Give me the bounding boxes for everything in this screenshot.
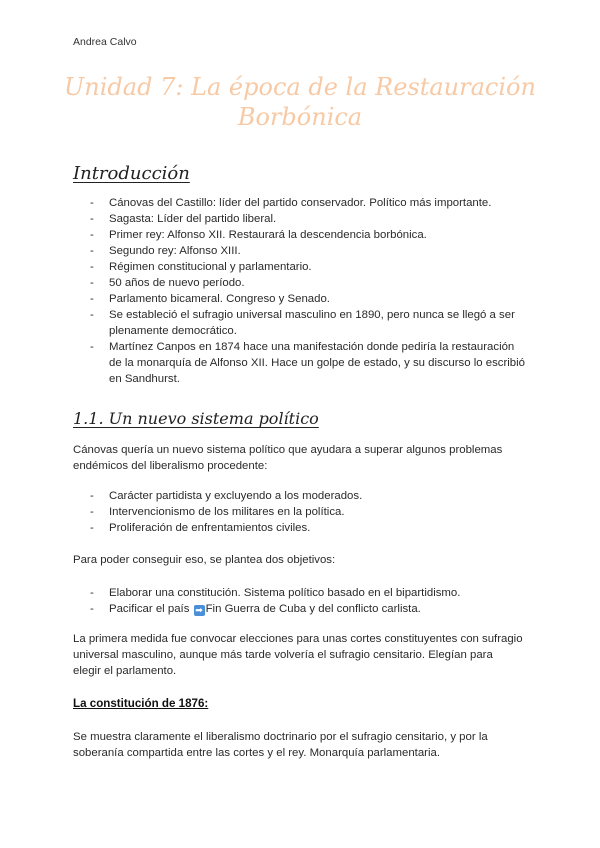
list-item: - Sagasta: Líder del partido liberal.: [90, 211, 530, 227]
section-heading: 1.1. Un nuevo sistema político: [73, 409, 319, 428]
list-item: - Proliferación de enfrentamientos civiles.: [90, 520, 530, 536]
paragraph: Para poder conseguir eso, se plantea dos objetivos:: [73, 554, 336, 566]
page-title: Unidad 7: La época de la Restauración Borbónica: [64, 73, 536, 131]
list-item: - Carácter partidista y excluyendo a los moderados.: [90, 488, 530, 504]
intro-heading: Introducción: [73, 163, 190, 184]
author-name: Andrea Calvo: [73, 36, 137, 48]
list-item: - Martínez Canpos en 1874 hace una manifestación donde pediría la restauración de la monarquía de Alfonso XII. Hace un golpe de estado, y su discurso lo escribió en Sandhurst.: [90, 339, 530, 387]
paragraph: La primera medida fue convocar elecciones para unas cortes constituyentes con sufragio universal masculino, aunque más tarde volvería el sufragio censitario. Elegían para elegir el parlamento.: [73, 633, 523, 677]
intro-list: [90, 195, 530, 387]
objective-text: Fin Guerra de Cuba y del conflicto carlista.: [205, 603, 421, 615]
paragraph: Cánovas quería un nuevo sistema político que ayudara a superar algunos problemas endémicos del liberalismo procedente:: [73, 444, 503, 472]
list-item: - Segundo rey: Alfonso XIII.: [90, 243, 530, 259]
list-item: - Cánovas del Castillo: líder del partido conservador. Político más importante.: [90, 195, 530, 211]
list-item: - Parlamento bicameral. Congreso y Senado.: [90, 291, 530, 307]
problems-list: [90, 488, 530, 536]
paragraph: Se muestra claramente el liberalismo doctrinario por el sufragio censitario, y por la soberanía compartida entre las cortes y el rey. Monarquía parlamentaria.: [73, 731, 488, 759]
arrow-right-icon: ➡: [195, 605, 203, 615]
subsection-heading: La constitución de 1876:: [73, 697, 209, 710]
list-item: - Régimen constitucional y parlamentario.: [90, 259, 530, 275]
list-item: - Elaborar una constitución. Sistema político basado en el bipartidismo.: [90, 585, 530, 601]
objective-text: Pacificar el país: [109, 603, 190, 615]
list-item: - 50 años de nuevo período.: [90, 275, 530, 291]
list-item: - Intervencionismo de los militares en la política.: [90, 504, 530, 520]
list-item: - Se estableció el sufragio universal masculino en 1890, pero nunca se llegó a ser plenamente democrático.: [90, 307, 530, 339]
list-item: [90, 601, 530, 617]
list-item: - Primer rey: Alfonso XII. Restaurará la descendencia borbónica.: [90, 227, 530, 243]
objectives-list: [90, 585, 530, 617]
